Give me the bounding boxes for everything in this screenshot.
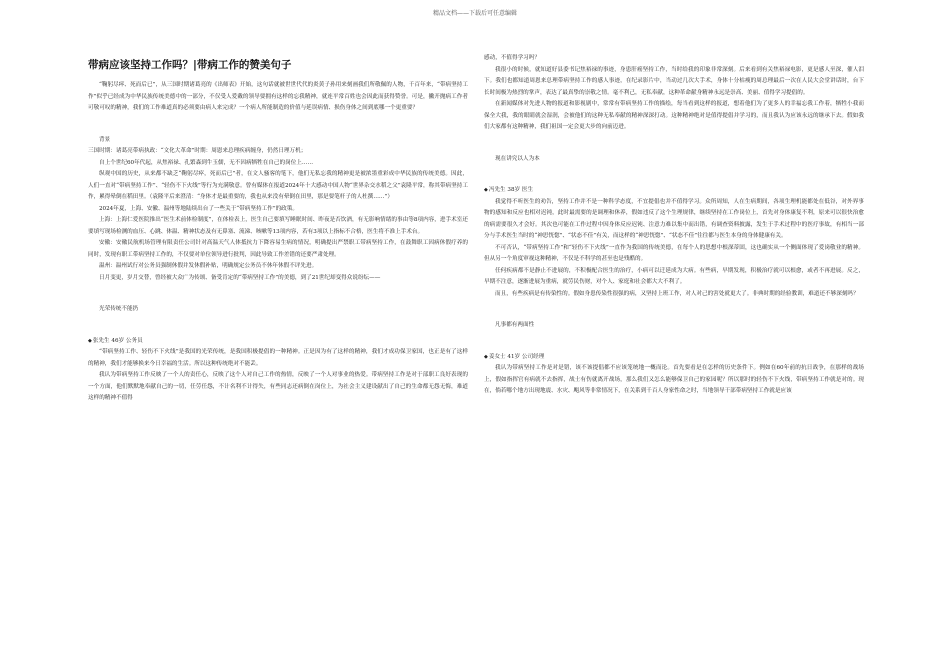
interviewee-label: ◆ 冯先生 38岁 医生 [484, 185, 864, 197]
interview-paragraph: 在新闻媒体对先进人物的报道和影视剧中，常常有带病坚持工作的描绘，每当看到这样的报道，想着他们为了更多人的幸福忘我工作着，牺牲小我而保全大我，我的眼睛就会湿润，会被他们的这种无私奉献的精神深深打动。这种精神绝对是值得提倡并学习的，而且我认为应该永远的继承下去。假如我们大家都有这种精神，我们祖国一定会更大步的向前迈进。 [484, 101, 864, 130]
background-paragraph: 2024年夏，上海、安徽、温州等地陆续出台了一些关于“带病坚持工作”的政策。 [99, 205, 298, 212]
interview-paragraph: 而且，有些疾病是有传染性的。假如身患传染性很强的病，又坚持上班工作，对人对己的害处就更大了。非典时期的经验教训，难道还不够深刻吗？ [495, 290, 859, 297]
background-paragraph: 上海：上海仁爱医院推出“医生术前体检制度”，在体检表上，医生自己要填写睡眠时间、昨夜是否饮酒，有无影响情绪的事由等8项内容，进手术室还要填写现场检测的血压、心跳、体温、精神状态及有无鼻塞、流涕、咳嗽等13项内容，若有3项以上指标不合格，医生将不准上手术台。 [88, 217, 468, 235]
background-line: 自上个世纪60年代起，从焦裕禄、孔繁森到牛玉儒，无不因病牺牲在自己的岗位上…… [99, 159, 314, 166]
left-column [88, 58, 468, 405]
interviewee-label: ◆ 张先生 46岁 公务员 [88, 336, 468, 348]
interviewee-label: ◆ 姜女士 41岁 公司经理 [484, 352, 864, 364]
section-heading: 光荣传统不能扔 [99, 306, 139, 312]
background-paragraph: 日月变更，岁月交替，曾经被大众广为传颂、备受肯定的“带病坚持工作”的美德，到了21世纪却变得众说纷纭—— [99, 274, 381, 281]
page-header: 精品文档——下载后可任意编辑 [432, 10, 517, 17]
interview-paragraph: 任何疾病都不是静止不进展的，不积极配合医生的治疗，小病可以迁延成为大病。有些病，早期发现，积极治疗就可以根愈，或者不再进展。反之，早期不注意，逐渐进展为重病，就劳民伤财，对个人、家庭和社会都大大不利了。 [484, 267, 864, 285]
interview-paragraph: 我认为带病坚持工作是对是错，该不该提倡都不应该笼统地一概而论。首先要看是在怎样的历史条件下。例如在60年前的抗日战争，在那样的战场上，假如指挥官有病就不去指挥，战士有伤就离开战场，那么我们又怎么能够保卫自己的家园呢？所以那时的轻伤不下火线，带病坚持工作就是对的。现在，倘若哪个地方出现地震、水灾、飓风等非常情况下，在关系到千百人身家性命之时，当地领导干部带病坚持工作就是应该 [484, 365, 864, 394]
background-line: 三国时期：诸葛亮带病执政：“文化大革命”时期：周恩来总理疾病缠身，仍然日理万机； [88, 148, 307, 154]
article-title: 带病应该坚持工作吗？|带病工作的赞美句子 [88, 59, 292, 71]
interview-paragraph: 我觉得不听医生的劝告，坚持工作并不是一种科学态度，不宜提倡也并不值得学习。众所周知，人在生病期间，各项生理机能都处在低谷，对外界事物的感知和反应也相对迟钝，此时最需要的是调理和休养，假如违反了这个生理规律，继续坚持在工作岗位上，首先对身体康复不利，原来可以很快治愈的病需要很久才会好。其次也可能在工作过程中因身体反应迟钝、注意力难以集中而出错，有调查资料披露，发生于手术过程中的医疗事故，有相当一部分与手术医生当时的“神思恍惚”、“状态不佳”有关，而这样的“神思恍惚”、“状态不佳”往往都与医生本身的身体健康有关。 [484, 198, 864, 239]
interview-paragraph: “带病坚持工作、轻伤不下火线”是我国的光荣传统，是我国积极提倡的一种精神。正是因为有了这样的精神，我们才成功保卫家国，也正是有了这样的精神，我们才能够换来今日幸福的生活。所以这种传统绝对不能丢。 [88, 349, 468, 367]
background-paragraph: 纵观中国的历史，从来都不缺乏“鞠躬尽瘁，死而后已”者，在文人骚客的笔下，他们无私忘我的精神更是被浓墨重彩成中华民族的传统美德。因此，人们一直对“带病坚持工作”、“轻伤不下火线”等行为充满敬意。曾有媒体在报道2024年十大感动中国人物“世界杂交水稻之父”袁隆平常，称其带病坚持工作，累得晕倒在稻田里。（袁隆平后来澄清：“身体才是最重要的，我也从来没有晕倒在田里，那是要笔杆子的人杜撰……”） [88, 171, 468, 200]
intro-paragraph: “鞠躬尽瘁、死而后已”，从三国时期诸葛亮的《出师表》开始，这句话就被世世代代的炎黄子孙用来刻画我们所敬佩的人物，千百年来，“带病坚持工作”似乎已经成为中华民族传统美德中的一部分，不仅受人爱戴的领导要拥有这样的忘我精神，就连平常百姓也会因此而获得赞誉。可是，撇开抛病工作者可敬可叹的精神，我们的工作难道真的必须要由病人来完成？一个病人所能制造的价值与延误病情、损伤身体之间到底哪一个更重要？ [88, 82, 468, 111]
interview-paragraph: 不可否认，“带病坚持工作”和“轻伤不下火线”一直作为我国的传统美德，在每个人的思想中根深蒂固，这也确实从一个侧面体现了爱岗敬业的精神。但从另一个角度审视这种精神，不仅是不科学的甚至也是残酷的。 [484, 244, 864, 262]
continued-line: 感动，不值得学习吗？ [484, 55, 540, 61]
section-heading: 现在讲究以人为本 [495, 155, 540, 162]
background-paragraph: 温州：温州试行对公务员强制休假并发休假补贴，明确规定公务员不休年休假不评先进。 [99, 263, 318, 269]
right-column [484, 53, 864, 398]
section-heading: 凡事都有两面性 [495, 322, 535, 328]
background-heading: 背景 [99, 136, 111, 143]
interview-paragraph: 我很小的时候，就知道好县委书记焦裕禄的事迹，身患肝癌坚持工作，当时给我的印象非常深刻。后来看到有关焦裕禄电影，更是感人至深，催人泪下。我们也都知道周恩来总理带病坚持工作的感人事迹，在纪录影片中，当动过几次大手术，身体十分枯瘦的周总理最后一次在人民大会堂讲话时，台下长时间极为热烈的掌声，表达了最真挚的崇敬之情。毫不利己，无私奉献，这种革命献身精神永远是崇高、美丽、值得学习提倡的。 [484, 66, 864, 96]
interview-paragraph: 我认为带病坚持工作反映了一个人的责任心，反映了这个人对自己工作的热情，反映了一个人对事业的热爱。带病坚持工作是对于部职工良好表现的一个方面，他们默默地奉献自己的一切，任劳任怨，不计名利不计得失，有些同志还病倒在岗位上，为社会主义建设献出了自己的生命都无怨无悔，难道这样的精神不值得 [88, 372, 468, 401]
background-paragraph: 安徽：安徽民航机场管理有限责任公司针对高温天气人体抵抗力下降容易生病的情况，明确提出严禁职工带病坚持工作，在鼓舞职工因病休假疗养的同时，发现有职工带病坚持工作的，不仅要对单位领导进行批判，因此导致工作差错的还要严肃处理。 [88, 240, 468, 258]
